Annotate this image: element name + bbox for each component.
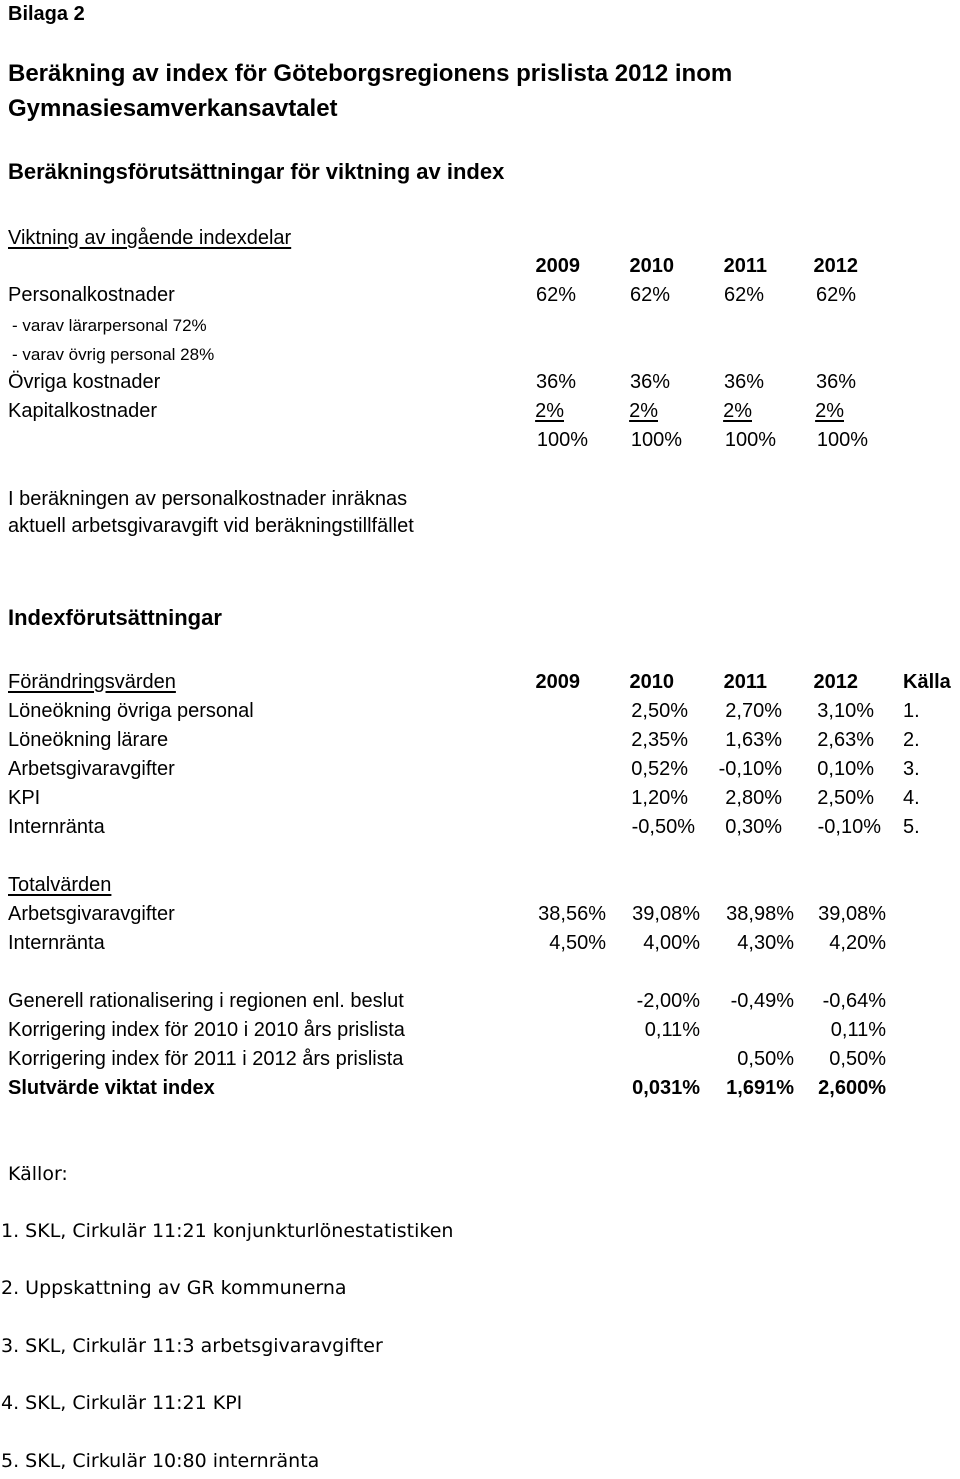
row-label-teachers: - varav lärarpersonal 72% [12,316,207,335]
cell-2012: 2,63% [817,729,874,751]
year-2012: 2012 [813,671,858,693]
cell-2011: 36% [723,371,764,393]
row-label: Arbetsgivaravgifter [8,758,175,780]
cell-2011: 2% [723,400,752,422]
cell-2012: 0,10% [817,758,874,780]
year-2011: 2011 [723,671,767,693]
cell-2012: 39,08% [818,903,886,925]
cell-2010: 0,11% [644,1019,700,1041]
totals-heading: Totalvärden [8,874,112,896]
cell-2011: 1,63% [725,729,782,751]
cell-2012: 36% [815,371,856,393]
source-item-2: 2. Uppskattning av GR kommunerna [1,1277,347,1299]
source-item-3: 3. SKL, Cirkulär 11:3 arbetsgivaravgifter [1,1335,383,1357]
cell-2009: 4,50% [549,932,606,954]
cell-2011: 1,691% [726,1077,794,1099]
row-label: Personalkostnader [8,284,175,306]
source-item-4: 4. SKL, Cirkulär 11:21 KPI [1,1392,243,1414]
cell-2012: 3,10% [817,700,874,722]
year-2010: 2010 [629,671,674,693]
cell-2010: 1,20% [631,787,688,809]
cell-2010: -2,00% [636,990,700,1012]
row-label: Internränta [8,816,105,838]
cell-2010: -0,50% [631,816,695,838]
cell-2009: 38,56% [538,903,606,925]
row-label: Löneökning lärare [8,729,169,751]
cell-2009: 100% [536,429,588,451]
cell-2011: 0,30% [725,816,782,838]
source-item-1: 1. SKL, Cirkulär 11:21 konjunkturlönestatistiken [1,1220,454,1242]
row-label: Generell rationalisering i regionen enl. beslut [8,990,404,1012]
year-2009: 2009 [535,671,580,693]
changes-heading: Förändringsvärden [8,671,176,693]
cell-2010: 2,35% [631,729,688,751]
cell-2010: 62% [629,284,670,306]
year-2010: 2010 [629,255,674,277]
cell-2010: 4,00% [643,932,700,954]
row-label: Slutvärde viktat index [8,1077,215,1099]
cell-2011: 2,80% [725,787,782,809]
row-label: Korrigering index för 2010 i 2010 års prislista [8,1019,405,1041]
cell-2011: 4,30% [737,932,794,954]
cell-2010: 2% [629,400,658,422]
cell-2011: -0,49% [730,990,794,1012]
year-2011: 2011 [723,255,767,277]
cell-2012: -0,10% [817,816,881,838]
row-label: Övriga kostnader [8,371,161,393]
cell-2010: 0,52% [631,758,688,780]
weighting-heading: Viktning av ingående indexdelar [8,227,292,249]
cell-2011: 100% [724,429,776,451]
row-label: Internränta [8,932,105,954]
cell-2010: 39,08% [632,903,700,925]
cell-2012: 2,600% [818,1077,886,1099]
cell-2010: 100% [630,429,682,451]
row-label: Arbetsgivaravgifter [8,903,175,925]
cell-2010: 2,50% [631,700,688,722]
cell-2012: 4,20% [829,932,886,954]
year-2009: 2009 [535,255,580,277]
row-label-other-staff: - varav övrig personal 28% [12,345,215,364]
note-line-1: I beräkningen av personalkostnader inräknas [8,488,408,510]
cell-2010: 0,031% [632,1077,700,1099]
source-ref: 3. [903,758,920,780]
page-title-line-2: Gymnasiesamverkansavtalet [8,95,338,122]
cell-2012: 2,50% [817,787,874,809]
row-label: Löneökning övriga personal [8,700,254,722]
row-label: Kapitalkostnader [8,400,157,422]
source-header: Källa [903,671,951,693]
section-heading-index: Indexförutsättningar [8,605,222,630]
sources-heading: Källor: [8,1163,68,1185]
cell-2011: 2,70% [725,700,782,722]
source-ref: 5. [903,816,920,838]
source-ref: 2. [903,729,920,751]
cell-2011: 62% [723,284,764,306]
source-item-5: 5. SKL, Cirkulär 10:80 internränta [1,1450,320,1472]
year-2012: 2012 [813,255,858,277]
note-line-2: aktuell arbetsgivaravgift vid beräkningstillfället [8,515,414,537]
cell-2011: 38,98% [726,903,794,925]
cell-2009: 62% [535,284,576,306]
cell-2012: -0,64% [822,990,886,1012]
attachment-label: Bilaga 2 [8,3,85,25]
cell-2012: 0,11% [830,1019,886,1041]
row-label: KPI [8,787,41,809]
cell-2009: 36% [535,371,576,393]
page-title-line-1: Beräkning av index för Göteborgsregionens prislista 2012 inom [8,60,733,87]
source-ref: 1. [903,700,920,722]
cell-2011: 0,50% [737,1048,794,1070]
cell-2010: 36% [629,371,670,393]
cell-2012: 62% [815,284,856,306]
row-label: Korrigering index för 2011 i 2012 års prislista [8,1048,404,1070]
cell-2009: 2% [535,400,564,422]
cell-2011: -0,10% [718,758,782,780]
source-ref: 4. [903,787,920,809]
cell-2012: 2% [815,400,844,422]
cell-2012: 100% [816,429,868,451]
cell-2012: 0,50% [829,1048,886,1070]
section-heading-weighting: Beräkningsförutsättningar för viktning av index [8,159,505,184]
